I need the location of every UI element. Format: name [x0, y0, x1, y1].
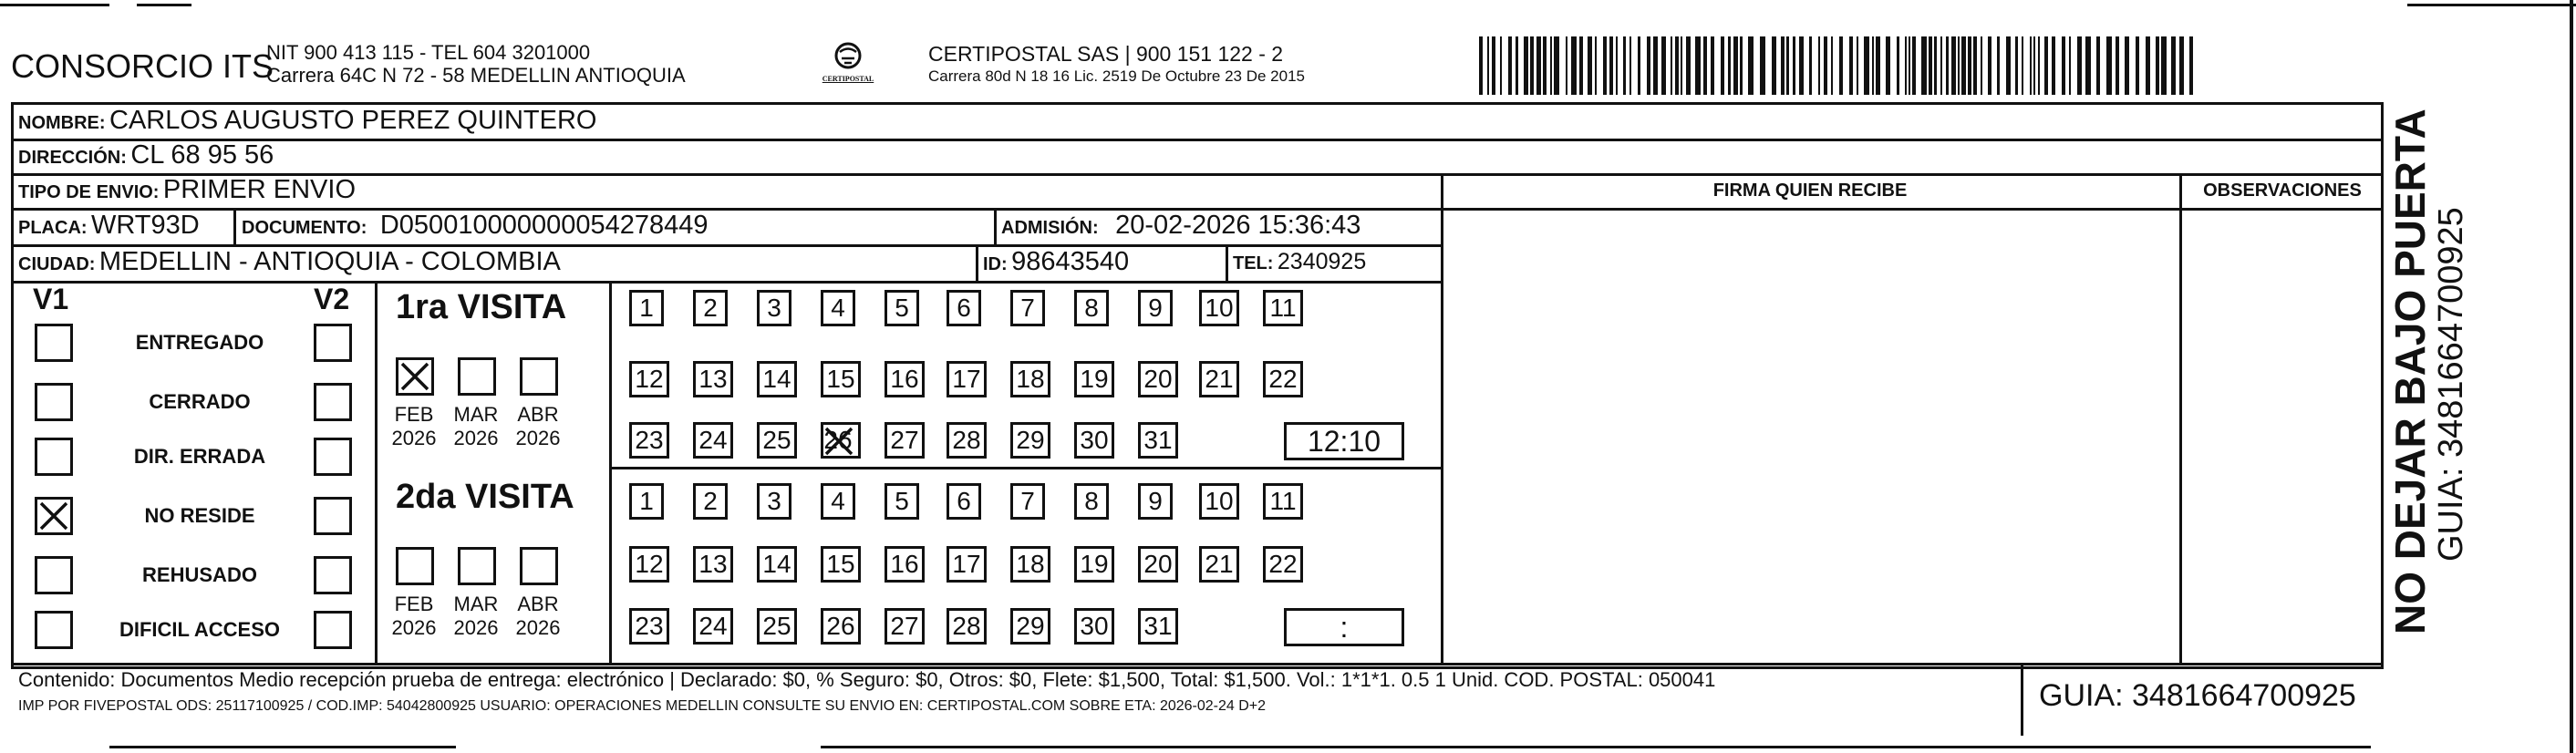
footer-guia: GUIA: 3481664700925 — [2039, 678, 2356, 713]
day-box[interactable]: 14 — [757, 361, 797, 397]
month-year: 2026 — [515, 427, 561, 449]
status-label: CERRADO — [149, 390, 251, 413]
day-box[interactable]: 21 — [1199, 546, 1239, 583]
logo-text: CERTIPOSTAL — [822, 75, 874, 83]
month-year: 2026 — [515, 616, 561, 639]
day-box[interactable]: 27 — [885, 608, 925, 645]
tel-label: TEL: — [1233, 253, 1274, 273]
side-text — [2387, 108, 2469, 753]
day-box[interactable]: 6 — [947, 483, 981, 520]
day-box[interactable]: 11 — [1263, 290, 1303, 326]
day-box[interactable]: 25 — [757, 422, 797, 459]
month-checkbox[interactable] — [396, 357, 434, 396]
v2-label: V2 — [314, 283, 350, 315]
day-box[interactable]: 30 — [1074, 422, 1114, 459]
footer-line-1: Contenido: Documentos Medio recepción prueba de entrega: electrónico | Declarado: $0, % Seguro: $0, Otros: $0, Flete: $1,500, Total: $1,500. Vol.: 1*1*1. 0.5 1 Unid. COD. POSTAL: 050041 — [18, 668, 1716, 691]
day-box[interactable]: 7 — [1010, 483, 1045, 520]
ciudad-value: MEDELLIN - ANTIOQUIA - COLOMBIA — [98, 247, 561, 276]
month-label: ABR — [517, 403, 559, 426]
direccion-value: CL 68 95 56 — [130, 140, 274, 170]
tipo-envio-row — [18, 175, 356, 205]
day-box[interactable]: 24 — [693, 422, 733, 459]
visit-divider — [609, 467, 1443, 469]
barcode — [1479, 36, 2199, 95]
nombre-value: CARLOS AUGUSTO PEREZ QUINTERO — [109, 106, 597, 135]
v2-checkbox[interactable] — [314, 324, 352, 362]
col-rule-id — [976, 244, 978, 281]
row-rule-5 — [11, 281, 1443, 284]
day-box[interactable]: 27 — [885, 422, 925, 459]
day-box[interactable]: 31 — [1138, 608, 1178, 645]
day-box[interactable]: 15 — [821, 361, 861, 397]
side-guia: GUIA: 3481664700925 — [2432, 207, 2470, 562]
status-label: ENTREGADO — [135, 331, 264, 354]
day-box[interactable]: 19 — [1074, 546, 1114, 583]
day-box[interactable]: 18 — [1010, 546, 1050, 583]
month-year: 2026 — [453, 616, 499, 639]
day-box[interactable]: 4 — [821, 483, 855, 520]
top-rule-left-2 — [137, 4, 191, 6]
company-name: CONSORCIO ITS — [11, 47, 274, 85]
day-box[interactable]: 25 — [757, 608, 797, 645]
day-box[interactable]: 6 — [947, 290, 981, 326]
v2-checkbox[interactable] — [314, 497, 352, 535]
day-box[interactable]: 8 — [1074, 290, 1109, 326]
col-rule-visit — [609, 281, 612, 664]
day-box[interactable]: 28 — [947, 608, 987, 645]
col-rule-placa — [233, 208, 236, 244]
placa-label: PLACA: — [18, 218, 88, 238]
tel-value: 2340925 — [1277, 249, 1367, 274]
day-box[interactable]: 23 — [629, 422, 669, 459]
day-box[interactable]: 26 — [821, 608, 861, 645]
day-box[interactable]: 1 — [629, 290, 664, 326]
day-box[interactable]: 17 — [947, 546, 987, 583]
month-caption — [511, 593, 565, 640]
status-label: NO RESIDE — [144, 504, 255, 527]
day-box[interactable]: 9 — [1138, 483, 1173, 520]
id-value: 98643540 — [1011, 247, 1130, 276]
company-nit: NIT 900 413 115 - TEL 604 3201000 — [266, 41, 591, 64]
first-visit-time-box[interactable]: 12:10 — [1284, 422, 1404, 460]
v1-checkbox[interactable] — [35, 383, 73, 421]
second-visit-label: 2da VISITA — [396, 478, 574, 516]
month-year: 2026 — [391, 616, 437, 639]
status-label: REHUSADO — [142, 563, 257, 586]
day-box[interactable]: 16 — [885, 361, 925, 397]
day-box[interactable]: 8 — [1074, 483, 1109, 520]
day-box[interactable]: 31 — [1138, 422, 1178, 459]
v1-checkbox[interactable] — [35, 611, 73, 649]
day-box[interactable]: 29 — [1010, 422, 1050, 459]
top-rule-right — [2407, 4, 2576, 6]
day-box[interactable]: 7 — [1010, 290, 1045, 326]
month-year: 2026 — [391, 427, 437, 449]
col-rule-firma — [1441, 173, 1443, 665]
v1-checkbox[interactable] — [35, 497, 73, 535]
v2-checkbox[interactable] — [314, 383, 352, 421]
second-visit-time-box[interactable]: : — [1284, 608, 1404, 646]
placa-cell — [18, 211, 200, 241]
side-warning: NO DEJAR BAJO PUERTA — [2386, 108, 2434, 634]
bottom-rule-right — [821, 746, 2371, 748]
day-box[interactable]: 29 — [1010, 608, 1050, 645]
month-checkbox[interactable] — [458, 547, 496, 585]
first-visit-label: 1ra VISITA — [396, 288, 567, 326]
row-rule-2 — [11, 173, 2384, 176]
month-checkbox[interactable] — [520, 357, 558, 396]
bottom-rule-left — [109, 746, 456, 748]
observaciones-header: OBSERVACIONES — [2203, 181, 2362, 201]
documento-label: DOCUMENTO: — [242, 218, 367, 238]
col-rule-footer-guia — [2021, 663, 2023, 736]
month-caption — [387, 593, 441, 640]
admision-value: 20-02-2026 15:36:43 — [1115, 211, 1361, 240]
month-label: FEB — [394, 593, 434, 615]
day-box[interactable]: 3 — [757, 290, 791, 326]
month-caption — [511, 403, 565, 450]
top-rule-left — [0, 4, 109, 6]
day-box[interactable]: 10 — [1199, 290, 1239, 326]
month-checkbox[interactable] — [396, 547, 434, 585]
ciudad-cell — [18, 247, 561, 277]
month-label: FEB — [394, 403, 434, 426]
day-box[interactable]: 10 — [1199, 483, 1239, 520]
tipo-envio-value: PRIMER ENVIO — [162, 175, 357, 204]
day-box[interactable]: 5 — [885, 483, 919, 520]
tipo-envio-label: TIPO DE ENVIO: — [18, 182, 160, 202]
v1-checkbox[interactable] — [35, 324, 73, 362]
day-box[interactable]: 18 — [1010, 361, 1050, 397]
nombre-label: NOMBRE: — [18, 113, 106, 133]
company-address: Carrera 64C N 72 - 58 MEDELLIN ANTIOQUIA — [266, 64, 686, 87]
certipostal-line2: Carrera 80d N 18 16 Lic. 2519 De Octubre 23 De 2015 — [928, 67, 1305, 85]
day-box[interactable]: 12 — [629, 361, 669, 397]
day-box[interactable]: 21 — [1199, 361, 1239, 397]
tel-cell — [1233, 249, 1366, 275]
day-box[interactable]: 12 — [629, 546, 669, 583]
day-box[interactable]: 3 — [757, 483, 791, 520]
day-box[interactable]: 11 — [1263, 483, 1303, 520]
ciudad-label: CIUDAD: — [18, 254, 96, 274]
day-box[interactable]: 20 — [1138, 361, 1178, 397]
day-box[interactable]: 30 — [1074, 608, 1114, 645]
day-box[interactable]: 9 — [1138, 290, 1173, 326]
day-box[interactable]: 22 — [1263, 361, 1303, 397]
day-box[interactable]: 4 — [821, 290, 855, 326]
month-label: MAR — [453, 403, 499, 426]
right-edge-rule — [2570, 0, 2573, 753]
firma-header: FIRMA QUIEN RECIBE — [1712, 181, 1908, 201]
placa-value: WRT93D — [91, 211, 200, 240]
day-box[interactable]: 2 — [693, 483, 728, 520]
v2-checkbox[interactable] — [314, 556, 352, 594]
id-cell — [983, 247, 1129, 277]
month-caption — [387, 403, 441, 450]
col-rule-tel — [1226, 244, 1228, 281]
day-box[interactable]: 2 — [693, 290, 728, 326]
id-label: ID: — [983, 254, 1008, 274]
day-box[interactable]: 16 — [885, 546, 925, 583]
day-box[interactable]: 13 — [693, 361, 733, 397]
day-box[interactable]: 17 — [947, 361, 987, 397]
certipostal-line1: CERTIPOSTAL SAS | 900 151 122 - 2 — [928, 42, 1284, 66]
month-caption — [449, 403, 503, 450]
month-label: MAR — [453, 593, 499, 615]
footer-rule — [11, 663, 2384, 665]
col-rule-admision — [994, 208, 997, 244]
day-box[interactable]: 28 — [947, 422, 987, 459]
v2-checkbox[interactable] — [314, 611, 352, 649]
row-rule-1 — [11, 139, 2384, 141]
day-box[interactable]: 22 — [1263, 546, 1303, 583]
col-rule-obs — [2179, 173, 2182, 665]
admision-label: ADMISIÓN: — [1001, 218, 1099, 238]
footer-line-2: IMP POR FIVEPOSTAL ODS: 25117100925 / COD.IMP: 54042800925 USUARIO: OPERACIONES MEDELLIN CONSULTE SU ENVIO EN: CERTIPOSTAL.COM SOBRE ETA: 2026-02-24 D+2 — [18, 698, 1267, 714]
direccion-row — [18, 140, 274, 170]
status-label: DIFICIL ACCESO — [119, 618, 280, 641]
v2-checkbox[interactable] — [314, 438, 352, 476]
documento-cell — [242, 211, 709, 241]
v1-label: V1 — [33, 283, 69, 315]
nombre-row — [18, 106, 596, 136]
day-box[interactable]: 19 — [1074, 361, 1114, 397]
day-box[interactable]: 23 — [629, 608, 669, 645]
day-box[interactable]: 14 — [757, 546, 797, 583]
month-caption — [449, 593, 503, 640]
documento-value: D050010000000054278449 — [379, 211, 709, 240]
status-label: DIR. ERRADA — [133, 445, 266, 468]
admision-cell — [1001, 211, 1360, 241]
day-box[interactable]: 1 — [629, 483, 664, 520]
month-checkbox[interactable] — [520, 547, 558, 585]
month-label: ABR — [517, 593, 559, 615]
day-box[interactable]: 15 — [821, 546, 861, 583]
day-box[interactable]: 5 — [885, 290, 919, 326]
day-box[interactable]: 13 — [693, 546, 733, 583]
certipostal-logo — [812, 40, 885, 95]
v1-checkbox[interactable] — [35, 438, 73, 476]
col-rule-status — [375, 281, 378, 664]
day-box[interactable]: 24 — [693, 608, 733, 645]
direccion-label: DIRECCIÓN: — [18, 148, 127, 168]
day-box[interactable]: 20 — [1138, 546, 1178, 583]
day-box[interactable]: 26 — [821, 422, 861, 459]
v1-checkbox[interactable] — [35, 556, 73, 594]
month-checkbox[interactable] — [458, 357, 496, 396]
month-year: 2026 — [453, 427, 499, 449]
